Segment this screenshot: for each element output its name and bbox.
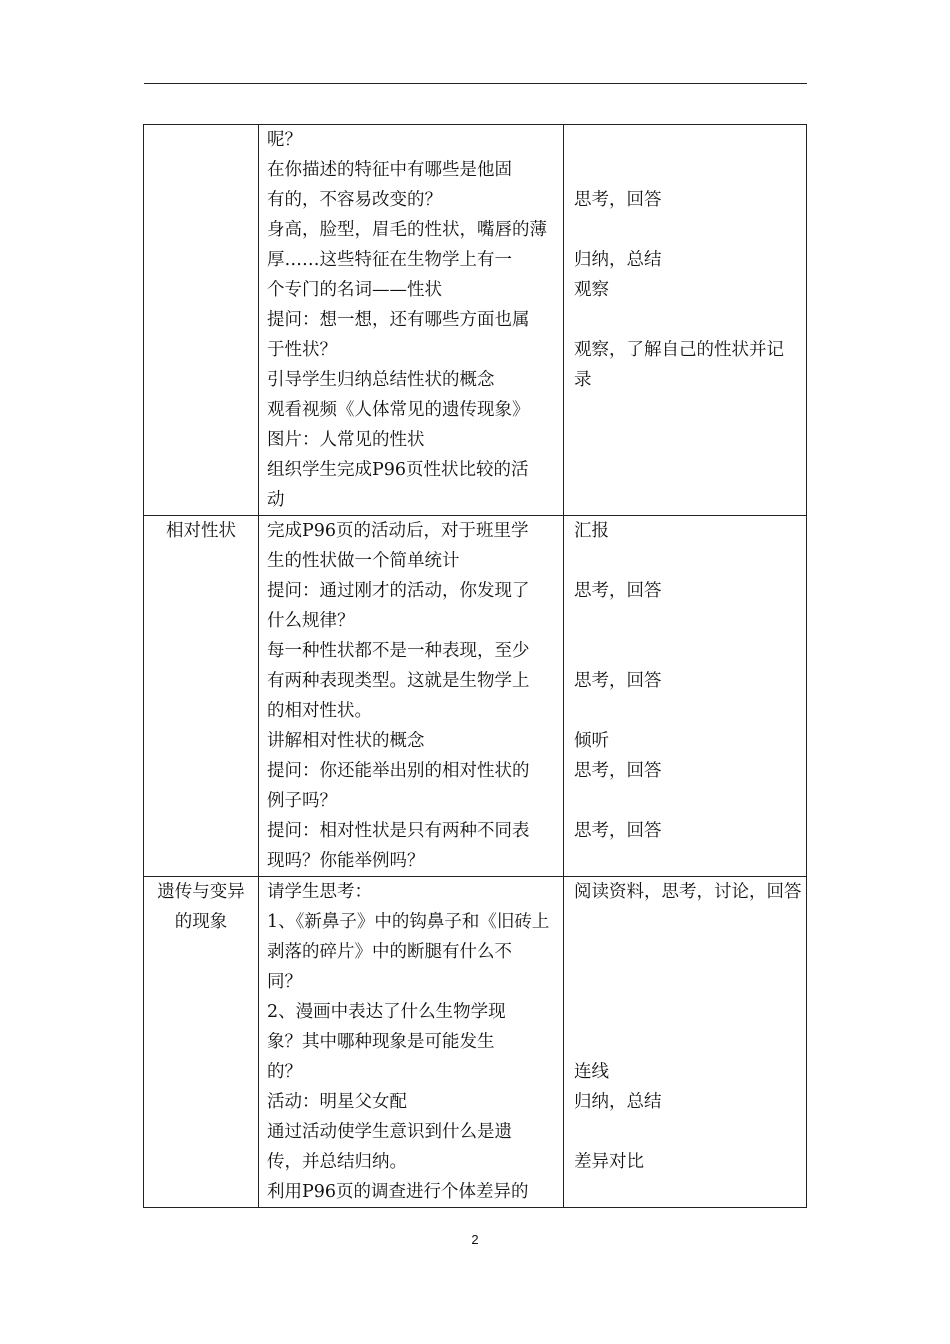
student-activity-line: [564, 786, 806, 816]
teacher-activity-line: 呢？: [267, 130, 302, 150]
teacher-activity-line: 生的性状做一个简单统计: [267, 551, 460, 571]
topic-cell: [144, 877, 259, 1208]
student-activity-line: [564, 997, 806, 1027]
student-activity-line: 思考，回答: [574, 671, 662, 691]
student-activity-line: [564, 425, 806, 455]
teacher-activity-line: 身高，脸型，眉毛的性状，嘴唇的薄: [267, 220, 547, 240]
table-row: [144, 516, 807, 877]
student-activity-line: [564, 305, 806, 335]
teacher-activity-line: 有的，不容易改变的？: [267, 190, 442, 210]
teacher-activity-line: 的？: [267, 1062, 302, 1082]
student-activity-line: 连线: [574, 1062, 609, 1082]
lesson-plan-table-body: [144, 125, 807, 1208]
teacher-activity-cell: [259, 516, 564, 877]
page-number: 2: [471, 1232, 479, 1247]
teacher-activity-cell: [259, 877, 564, 1208]
teacher-activity-line: 提问：你还能举出别的相对性状的: [267, 761, 530, 781]
topic-label: [144, 516, 258, 546]
teacher-activity-line: 提问：相对性状是只有两种不同表: [267, 821, 530, 841]
student-activity-line: [564, 546, 806, 576]
student-activity-line: [564, 455, 806, 485]
student-activity-line: [564, 155, 806, 185]
student-activity-line: [564, 967, 806, 997]
student-activity-line: [564, 606, 806, 636]
teacher-activity-line: 完成P96页的活动后，对于班里学: [267, 521, 529, 541]
teacher-activity-line: 有两种表现类型。这就是生物学上: [267, 671, 530, 691]
teacher-activity-line: 象？其中哪种现象是可能发生: [267, 1032, 495, 1052]
teacher-activity-line: 观看视频《人体常见的遗传现象》: [267, 400, 530, 420]
student-activity-line: 录: [574, 370, 592, 390]
student-activity-line: [564, 395, 806, 425]
teacher-activity-line: 动: [267, 490, 285, 510]
student-activity-line: 思考，回答: [574, 761, 662, 781]
table-row: [144, 877, 807, 1208]
student-activity-line: 思考，回答: [574, 190, 662, 210]
topic-line: 的现象: [174, 912, 228, 932]
student-activity-cell: [564, 516, 807, 877]
teacher-activity-line: 传，并总结归纳。: [267, 1152, 407, 1172]
student-activity-line: 倾听: [574, 731, 609, 751]
topic-line: 遗传与变异: [157, 882, 245, 902]
teacher-activity-line: 组织学生完成P96页性状比较的活: [267, 460, 529, 480]
teacher-activity-line: 的相对性状。: [267, 701, 372, 721]
student-activity-line: 观察，了解自己的性状并记: [574, 340, 784, 360]
teacher-activity-line: 2、漫画中表达了什么生物学现: [267, 1002, 506, 1022]
teacher-activity-line: 1、《新鼻子》中的钩鼻子和《旧砖上: [267, 912, 550, 932]
teacher-activity-line: 什么规律？: [267, 611, 355, 631]
teacher-activity-line: 剥落的碎片》中的断腿有什么不: [267, 942, 512, 962]
student-activity-line: 思考，回答: [574, 581, 662, 601]
student-activity-line: [564, 1177, 806, 1207]
teacher-activity-line: 提问：想一想，还有哪些方面也属: [267, 310, 530, 330]
topic-line: 相对性状: [166, 521, 236, 541]
teacher-activity-line: 个专门的名词——性状: [267, 280, 442, 300]
teacher-activity-line: 于性状？: [267, 340, 337, 360]
student-activity-line: 差异对比: [574, 1152, 644, 1172]
topic-label: [144, 877, 258, 937]
student-activity-line: [564, 215, 806, 245]
student-activity-line: [564, 937, 806, 967]
teacher-activity-line: 讲解相对性状的概念: [267, 731, 425, 751]
lesson-plan-table: [143, 124, 807, 1208]
student-activity-cell: [564, 877, 807, 1208]
student-activity-line: 观察: [574, 280, 609, 300]
topic-cell: [144, 125, 259, 516]
student-activity-line: 归纳，总结: [574, 1092, 662, 1112]
table-row: [144, 125, 807, 516]
teacher-activity-line: 现吗？你能举例吗？: [267, 851, 425, 871]
teacher-activity-line: 厚……这些特征在生物学上有一: [267, 250, 512, 270]
student-activity-line: [564, 485, 806, 515]
teacher-activity-cell: [259, 125, 564, 516]
teacher-activity-line: 提问：通过刚才的活动，你发现了: [267, 581, 530, 601]
topic-cell: [144, 516, 259, 877]
student-activity-line: 汇报: [574, 521, 609, 541]
teacher-activity-line: 活动：明星父女配: [267, 1092, 407, 1112]
student-activity-line: [564, 907, 806, 937]
teacher-activity-line: 通过活动使学生意识到什么是遗: [267, 1122, 512, 1142]
teacher-activity-line: 例子吗？: [267, 791, 337, 811]
student-activity-line: [564, 125, 806, 155]
student-activity-line: 归纳，总结: [574, 250, 662, 270]
teacher-activity-line: 利用P96页的调查进行个体差异的: [267, 1182, 529, 1202]
student-activity-line: [564, 1117, 806, 1147]
student-activity-line: 阅读资料，思考，讨论，回答: [574, 882, 802, 902]
student-activity-line: [564, 846, 806, 876]
student-activity-line: 思考，回答: [574, 821, 662, 841]
teacher-activity-line: 请学生思考：: [267, 882, 372, 902]
student-activity-cell: [564, 125, 807, 516]
teacher-activity-line: 在你描述的特征中有哪些是他固: [267, 160, 512, 180]
teacher-activity-line: 同？: [267, 972, 302, 992]
header-rule: [144, 83, 807, 84]
student-activity-line: [564, 1027, 806, 1057]
student-activity-line: [564, 636, 806, 666]
teacher-activity-line: 图片：人常见的性状: [267, 430, 425, 450]
teacher-activity-line: 每一种性状都不是一种表现，至少: [267, 641, 530, 661]
student-activity-line: [564, 696, 806, 726]
teacher-activity-line: 引导学生归纳总结性状的概念: [267, 370, 495, 390]
